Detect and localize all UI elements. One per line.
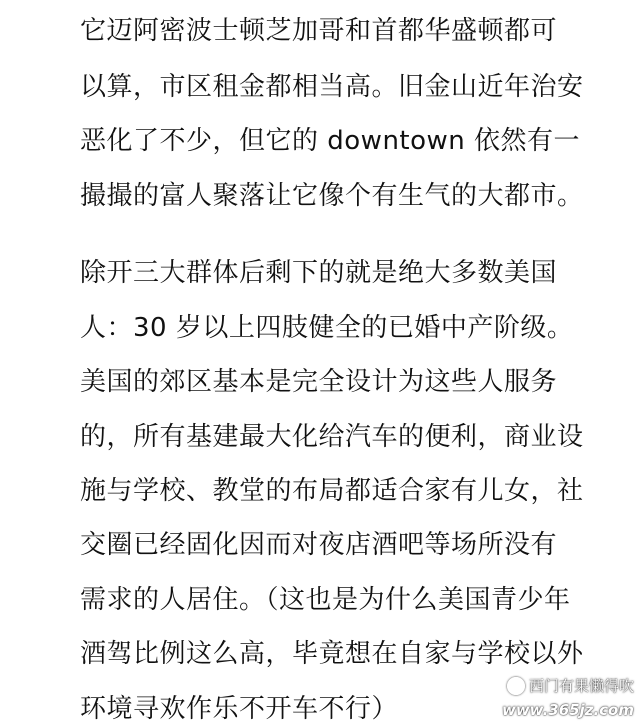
- text-line: 酒驾比例这么高，毕竟想在自家与学校以外: [80, 639, 584, 669]
- text-line: 它迈阿密波士顿芝加哥和首都华盛顿都可: [80, 16, 558, 46]
- text-line: 人：30 岁以上四肢健全的已婚中产阶级。: [80, 313, 574, 343]
- watermark-url: www.365jz.com: [501, 701, 634, 719]
- text-line: 交圈已经固化因而对夜店酒吧等场所没有: [80, 530, 558, 560]
- text-line: 除开三大群体后剩下的就是绝大多数美国: [80, 258, 558, 288]
- watermark-header: [507, 675, 634, 696]
- watermark: [486, 675, 636, 719]
- watermark-name: 西门有果懒得吹: [528, 677, 634, 695]
- text-line: 恶化了不少，但它的 downtown 依然有一: [80, 126, 581, 156]
- text-line: 需求的人居住。（这也是为什么美国青少年: [80, 585, 571, 615]
- text-line: 美国的郊区基本是完全设计为这些人服务: [80, 367, 558, 397]
- text-line: 环境寻欢作乐不开车不行）: [80, 694, 399, 724]
- text-line: 的，所有基建最大化给汽车的便利，商业设: [80, 422, 584, 452]
- text-line: 撮撮的富人聚落让它像个有生气的大都市。: [80, 181, 584, 211]
- text-line: 施与学校、教堂的布局都适合家有儿女，社: [80, 476, 584, 506]
- circle-logo-icon: [507, 677, 525, 695]
- text-line: 以算，市区租金都相当高。旧金山近年治安: [80, 72, 584, 102]
